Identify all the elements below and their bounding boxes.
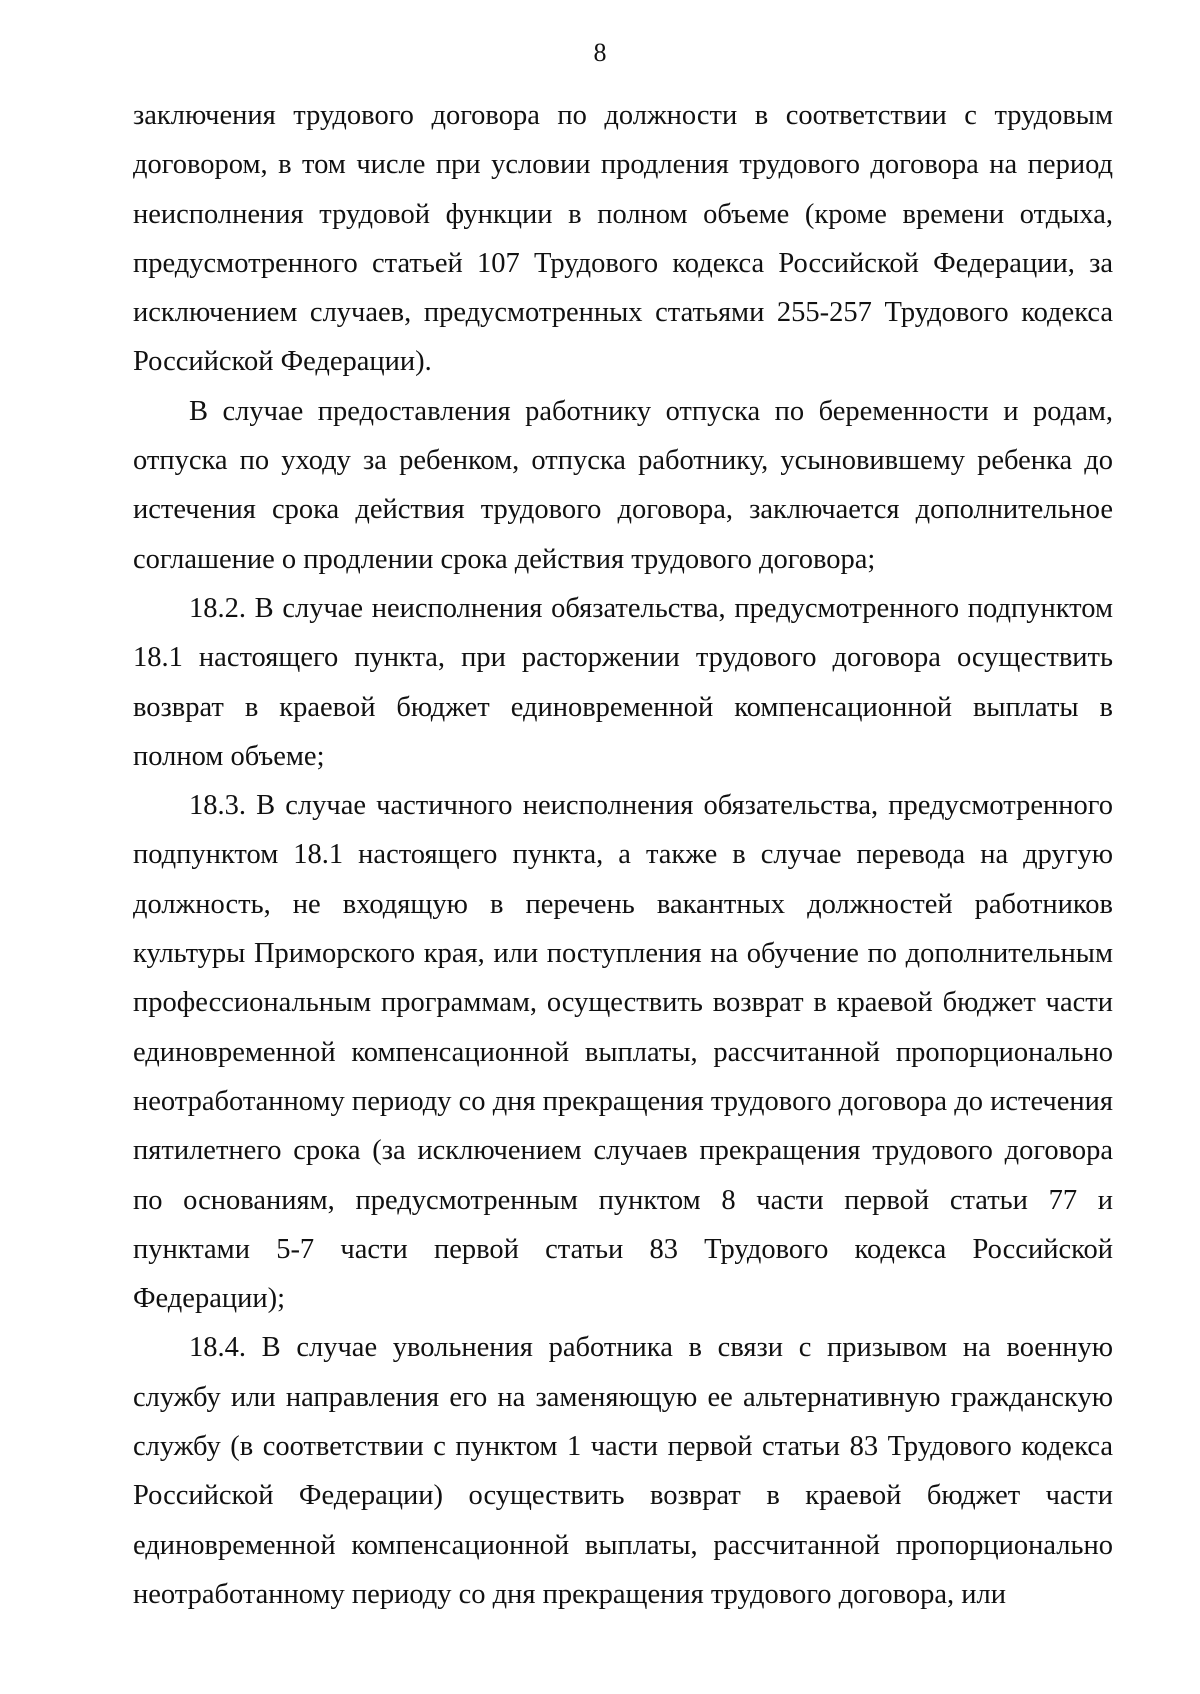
paragraph-maternity-leave: В случае предоставления работнику отпуска по беременности и родам, отпуска по уходу за ребенком, отпуска работнику, усыновившему ребенка до истечения срока действия трудового договора, заключается дополнительное соглашение о продлении срока действия трудового договора; (133, 395, 1113, 575)
paragraph-continuation: заключения трудового договора по должности в соответствии с трудовым договором, в том числе при условии продления трудового договора на период неисполнения трудовой функции в полном объеме (кроме времени отдыха, предусмотренного статьей 107 Трудового кодекса Российской Федерации, за исключением случаев, предусмотренных статьями 255-257 Трудового кодекса Российской Федерации). (133, 100, 1113, 378)
document-body (133, 91, 1113, 1619)
paragraph-clause-18-4: 18.4. В случае увольнения работника в связи с призывом на военную службу или направления его на заменяющую ее альтернативную гражданскую службу (в соответствии с пунктом 1 части первой статьи 83 Трудового кодекса Российской Федерации) осуществить возврат в краевой бюджет части единовременной компенсационной выплаты, рассчитанной пропорционально неотработанному периоду со дня прекращения трудового договора, или (133, 1332, 1113, 1610)
page-number: 8 (593, 38, 607, 67)
paragraph-clause-18-2: 18.2. В случае неисполнения обязательства, предусмотренного подпунктом 18.1 настоящего пункта, при расторжении трудового договора осуществить возврат в краевой бюджет единовременной компенсационной выплаты в полном объеме; (133, 592, 1113, 772)
paragraph-clause-18-3: 18.3. В случае частичного неисполнения обязательства, предусмотренного подпунктом 18.1 настоящего пункта, а также в случае перевода на другую должность, не входящую в перечень вакантных должностей работников культуры Приморского края, или поступления на обучение по дополнительным профессиональным программам, осуществить возврат в краевой бюджет части единовременной компенсационной выплаты, рассчитанной пропорционально неотработанному периоду со дня прекращения трудового договора до истечения пятилетнего срока (за исключением случаев прекращения трудового договора по основаниям, предусмотренным пунктом 8 части первой статьи 77 и пунктами 5-7 части первой статьи 83 Трудового кодекса Российской Федерации); (133, 790, 1113, 1315)
